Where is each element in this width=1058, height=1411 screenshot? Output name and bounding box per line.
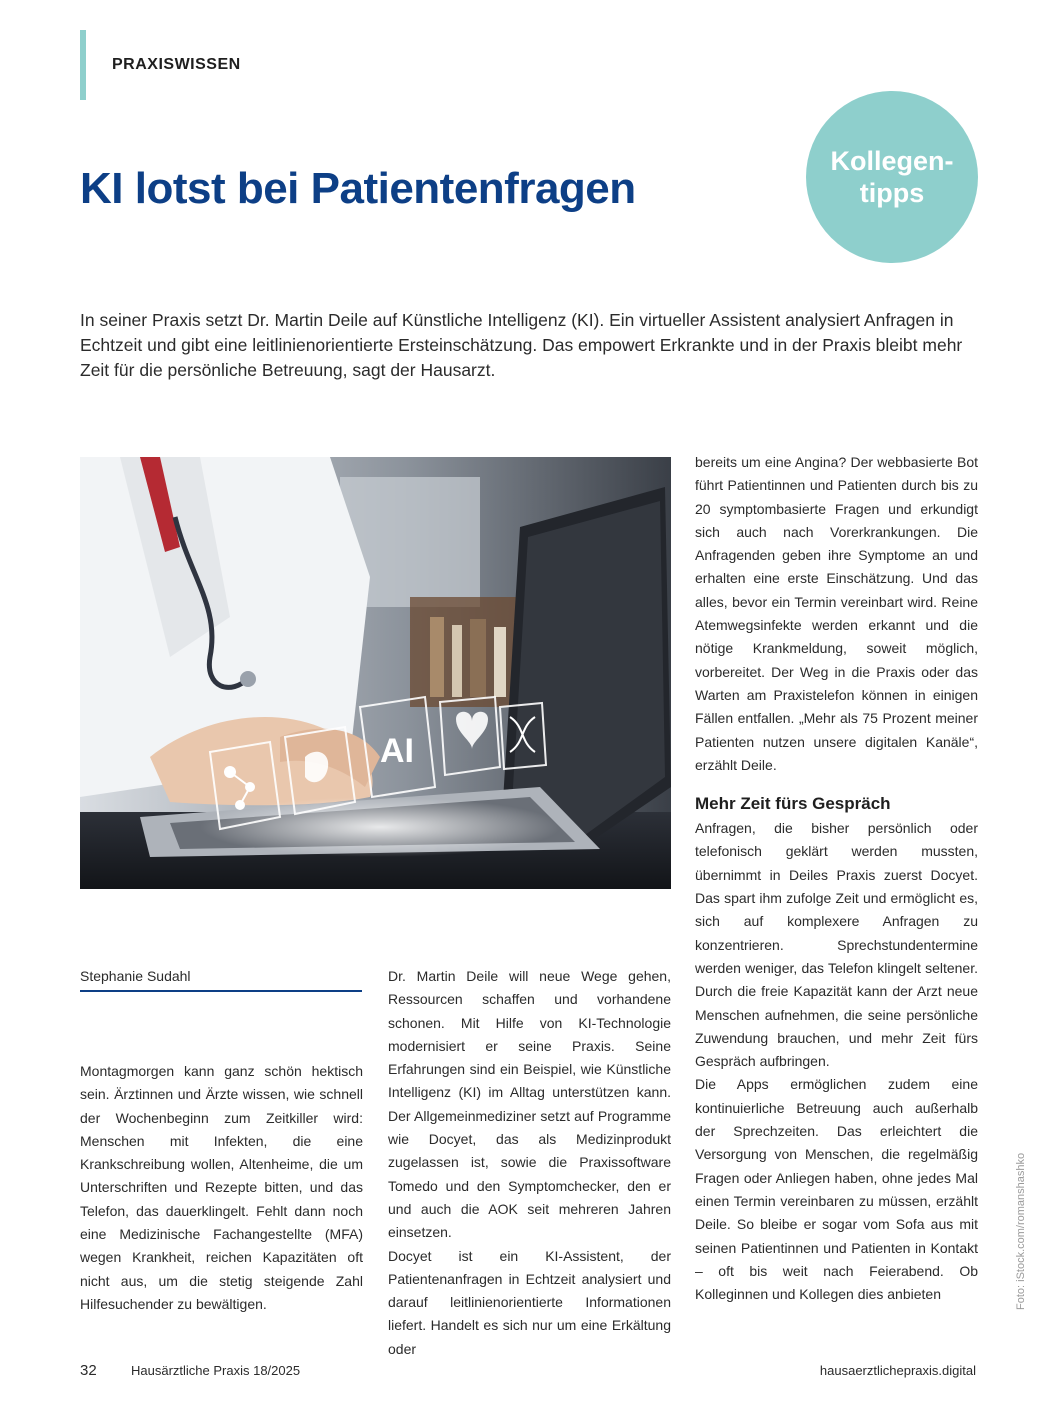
page-title: KI lotst bei Patientenfragen: [80, 164, 636, 213]
section-accent-bar: [80, 30, 86, 100]
section-subheading: Mehr Zeit fürs Gespräch: [695, 794, 891, 814]
byline-rule: [80, 990, 362, 992]
body-paragraph: Anfragen, die bisher persönlich oder telefonisch geklärt werden mussten, übernimmt in Deiles Praxis zuerst Docyet. Das spart ihm zufolge Zeit und ermöglicht es, sich auf komplexere Anfragen zu konzentrieren. Sprechstundentermine werden weniger, das Telefon klingelt seltener. Durch die freie Kapazität kann der Arzt neue Menschen aufnehmen, die seine persönliche Zuwendung brauchen, und mehr Zeit fürs Gespräch aufbringen.: [695, 820, 978, 1070]
page-number: 32: [80, 1362, 97, 1379]
website-url: hausaerztlichepraxis.digital: [819, 1363, 976, 1378]
ai-overlay-label: AI: [380, 732, 414, 770]
badge-line-2: tipps: [859, 178, 925, 208]
badge-line-1: Kollegen-: [830, 146, 954, 176]
section-label: PRAXISWISSEN: [112, 56, 241, 73]
kollegentipps-badge: [806, 91, 978, 263]
article-photo: [80, 457, 671, 889]
body-paragraph: Docyet ist ein KI-Assistent, der Patientenanfragen in Echtzeit analysiert und darauf leitlinienorientierte Informationen liefert. Handelt es sich nur um eine Erkältung oder: [388, 1247, 671, 1357]
article-column-1: [80, 1060, 363, 1316]
magazine-issue: Hausärztliche Praxis 18/2025: [131, 1363, 301, 1378]
photo-credit: Foto: iStock.com/romanshashko: [1015, 1152, 1027, 1310]
article-column-2: [388, 965, 671, 1361]
body-paragraph: bereits um eine Angina? Der webbasierte Bot führt Patientinnen und Patienten durch bis zu 20 symptombasierte Fragen und erkundigt sich auch nach Vorerkrankungen. Die Anfragenden geben ihre Symptome an und erhalten eine erste Einschätzung. Und das alles, bevor ein Termin vereinbart wird. Reine Atemwegsinfekte werden erkannt und die nötige Krankmeldung, soweit möglich, vorbereitet. Der Weg in die Praxis oder das Warten am Praxistelefon können in einigen Fällen entfallen. „Mehr als 75 Prozent meiner Patienten nutzen unsere digitalen Kanäle“, erzählt Deile.: [695, 454, 978, 773]
body-paragraph: Montagmorgen kann ganz schön hektisch sein. Ärztinnen und Ärzte wissen, wie schnell der Wochenbeginn zum Zeitkiller wird: Menschen mit Infekten, die eine Krankschreibung wollen, Altenheime, die um Unterschriften und Rezepte bitten, und das Telefon, das dauerklingelt. Fehlt dann noch eine Medizinische Fachangestellte (MFA) wegen Krankheit, reichen Kapazitäten oft nicht aus, um die stetig steigende Zahl Hilfesuchender zu bewältigen.: [80, 1063, 363, 1312]
article-column-3: [695, 451, 978, 1306]
body-paragraph: Die Apps ermöglichen zudem eine kontinuierliche Betreuung auch außerhalb der Sprechzeiten. Das erleichtert die Versorgung von Menschen, die regelmäßig Fragen oder Anliegen haben, ohne jedes Mal einen Termin vereinbaren zu müssen, erzählt Deile. So bleibe er sogar vom Sofa aus mit seinen Patientinnen und Patienten in Kontakt – oft bis weit nach Feierabend. Ob Kolleginnen und Kollegen dies anbieten: [695, 1076, 978, 1303]
intro-paragraph: In seiner Praxis setzt Dr. Martin Deile auf Künstliche Intelligenz (KI). Ein virtueller Assistent analysiert Anfragen in Echtzeit und gibt eine leitlinienorientierte Ersteinschätzung. Das empowert Erkrankte und in der Praxis bleibt mehr Zeit für die persönliche Betreuung, sagt der Hausarzt.: [80, 310, 963, 380]
author-byline: Stephanie Sudahl: [80, 968, 191, 984]
body-paragraph: Dr. Martin Deile will neue Wege gehen, Ressourcen schaffen und vorhandene schonen. Mit Hilfe von KI-Technologie modernisiert er seine Praxis. Seine Erfahrungen sind ein Beispiel, wie Künstliche Intelligenz (KI) im Alltag unterstützen kann. Der Allgemeinmediziner setzt auf Programme wie Docyet, das als Medizinprodukt zugelassen ist, sowie die Praxissoftware Tomedo und den Symptomchecker, den er und auch die AOK seit mehreren Jahren einsetzen.: [388, 968, 671, 1241]
